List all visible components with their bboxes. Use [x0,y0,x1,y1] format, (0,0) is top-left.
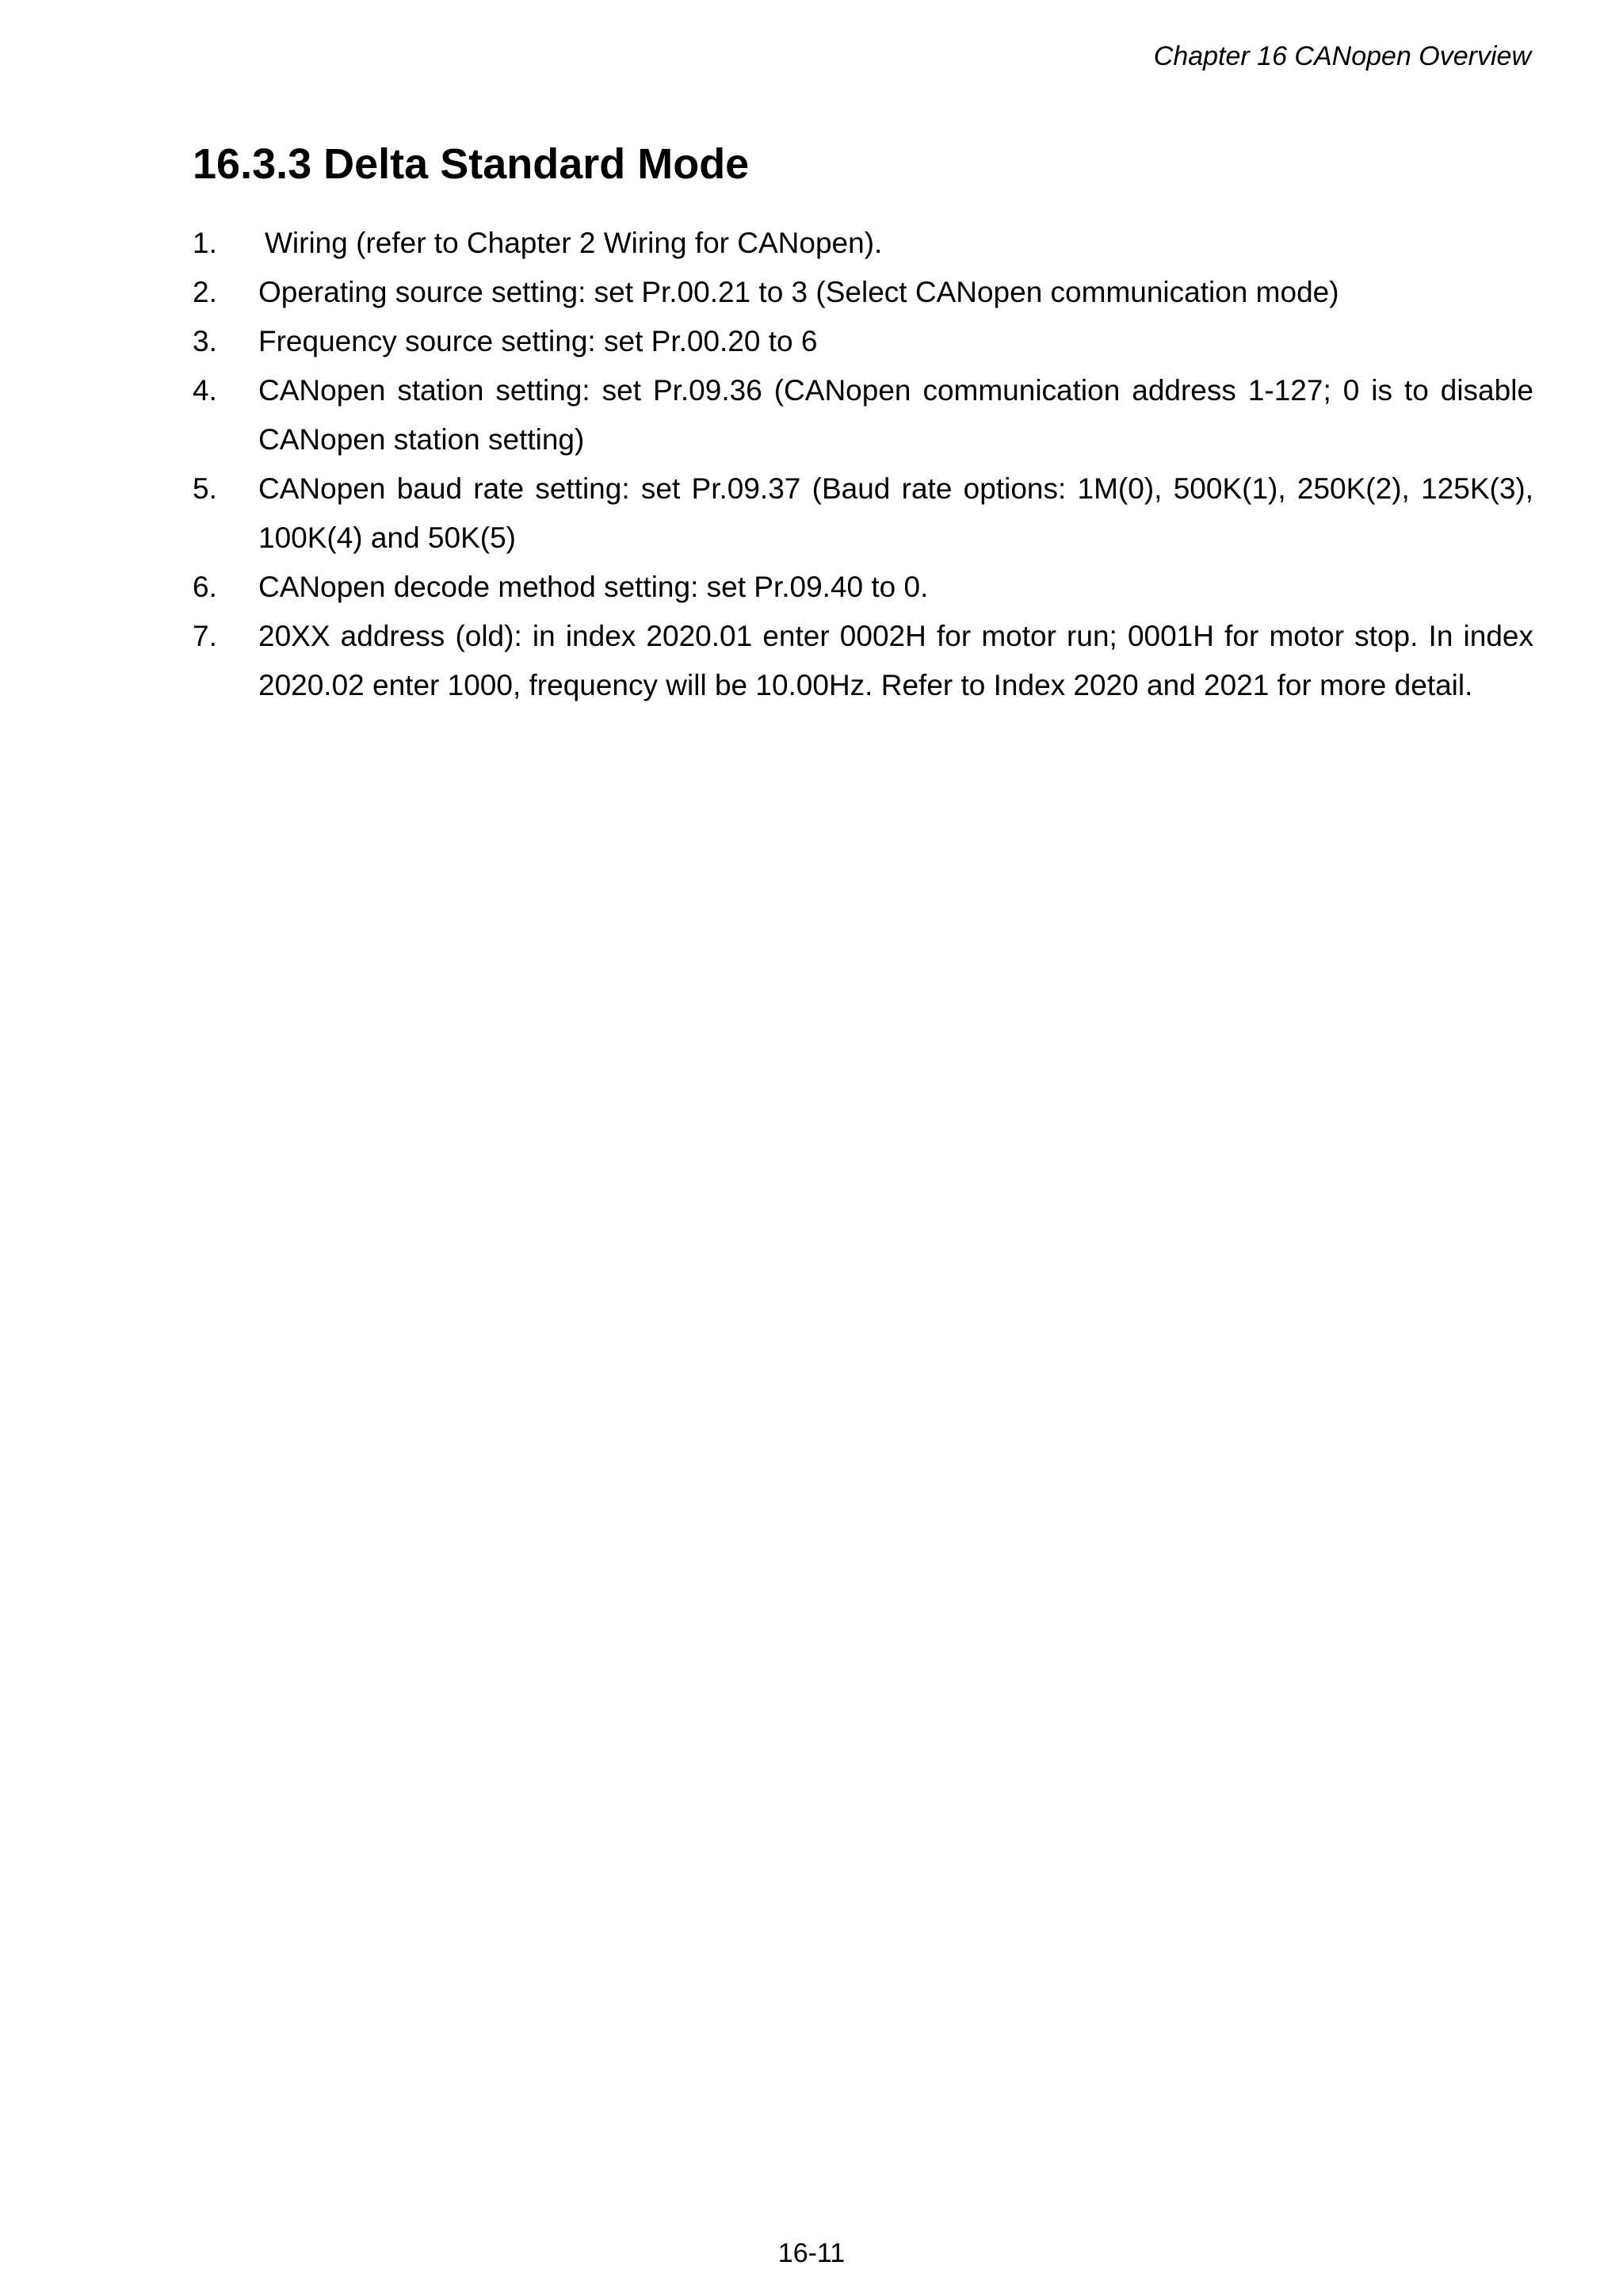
list-item [193,366,1533,464]
step-text: Frequency source setting: set Pr.00.20 to 6 [258,325,818,357]
chapter-header: Chapter 16 CANopen Overview [1153,41,1531,71]
steps-list [193,219,1533,710]
step-text: Operating source setting: set Pr.00.21 to 3 (Select CANopen communication mode) [258,276,1339,308]
step-number: 1. [193,227,217,259]
step-text: 20XX address (old): in index 2020.01 enter 0002H for motor run; 0001H for motor stop. In index 2020.02 enter 1000, frequency will be 10.00Hz. Refer to Index 2020 and 2021 for more detail. [258,620,1533,701]
list-item [193,464,1533,563]
step-number: 5. [193,472,217,505]
step-number: 6. [193,571,217,603]
step-text: CANopen baud rate setting: set Pr.09.37 (Baud rate options: 1M(0), 500K(1), 250K(2), 125K(3), 100K(4) and 50K(5) [258,472,1533,554]
list-item [193,219,1533,268]
list-item [193,563,1533,612]
list-item [193,317,1533,366]
step-number: 4. [193,374,217,407]
step-text: CANopen station setting: set Pr.09.36 (CANopen communication address 1-127; 0 is to disable CANopen station setting) [258,374,1533,456]
step-text: CANopen decode method setting: set Pr.09.40 to 0. [258,571,929,603]
step-text: Wiring (refer to Chapter 2 Wiring for CANopen). [265,227,883,259]
section-title: 16.3.3 Delta Standard Mode [193,140,750,188]
list-item [193,268,1533,317]
page-number: 16-11 [777,2238,846,2268]
list-item [193,612,1533,710]
step-number: 7. [193,620,217,652]
step-number: 2. [193,276,217,308]
step-number: 3. [193,325,217,357]
